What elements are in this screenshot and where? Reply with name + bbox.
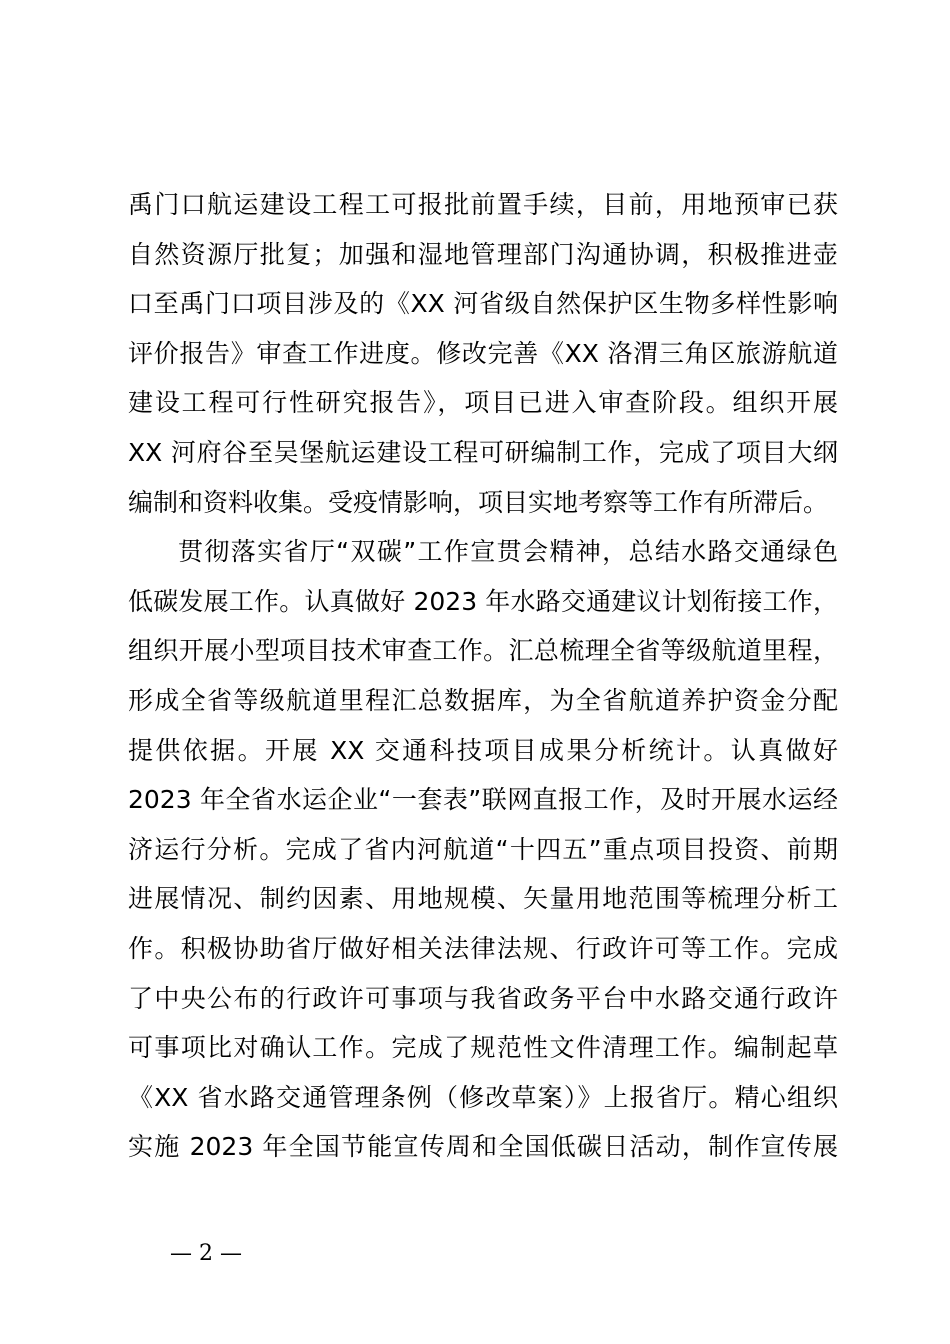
text-line: 济运行分析。完成了省内河航道“十四五”重点项目投资、前期	[128, 834, 838, 864]
text-line: 2023 年全省水运企业“一套表”联网直报工作，及时开展水运经	[128, 785, 838, 815]
text-line: 实施 2023 年全国节能宣传周和全国低碳日活动，制作宣传展	[128, 1132, 838, 1162]
text-line: XX 河府谷至吴堡航运建设工程可研编制工作，完成了项目大纲	[128, 437, 838, 467]
body-text	[128, 180, 838, 1172]
paragraph-1	[128, 180, 838, 527]
text-line: 作。积极协助省厅做好相关法律法规、行政许可等工作。完成	[128, 933, 838, 963]
text-line: 可事项比对确认工作。完成了规范性文件清理工作。编制起草	[128, 1033, 838, 1063]
text-line: 低碳发展工作。认真做好 2023 年水路交通建议计划衔接工作，	[128, 586, 838, 616]
text-line: 口至禹门口项目涉及的《XX 河省级自然保护区生物多样性影响	[128, 289, 838, 319]
text-line: 组织开展小型项目技术审查工作。汇总梳理全省等级航道里程，	[128, 636, 838, 666]
page-number: — 2 —	[170, 1241, 242, 1266]
text-line: 禹门口航运建设工程工可报批前置手续，目前，用地预审已获	[128, 190, 838, 219]
text-line: 进展情况、制约因素、用地规模、矢量用地范围等梳理分析工	[128, 884, 838, 914]
text-line: 建设工程可行性研究报告》，项目已进入审查阶段。组织开展	[128, 388, 838, 418]
paragraph-2	[128, 527, 838, 1172]
text-line: 自然资源厅批复；加强和湿地管理部门沟通协调，积极推进壶	[128, 239, 838, 269]
text-line: 形成全省等级航道里程汇总数据库，为全省航道养护资金分配	[128, 685, 838, 715]
text-line: 贯彻落实省厅“双碳”工作宣贯会精神，总结水路交通绿色	[178, 537, 838, 567]
text-line: 编制和资料收集。受疫情影响，项目实地考察等工作有所滞后。	[128, 487, 829, 517]
text-line: 了中央公布的行政许可事项与我省政务平台中水路交通行政许	[128, 983, 838, 1013]
text-line: 评价报告》审查工作进度。修改完善《XX 洛渭三角区旅游航道	[128, 338, 838, 368]
text-line: 《XX 省水路交通管理条例（修改草案）》上报省厅。精心组织	[128, 1082, 838, 1112]
text-line: 提供依据。开展 XX 交通科技项目成果分析统计。认真做好	[128, 735, 838, 765]
